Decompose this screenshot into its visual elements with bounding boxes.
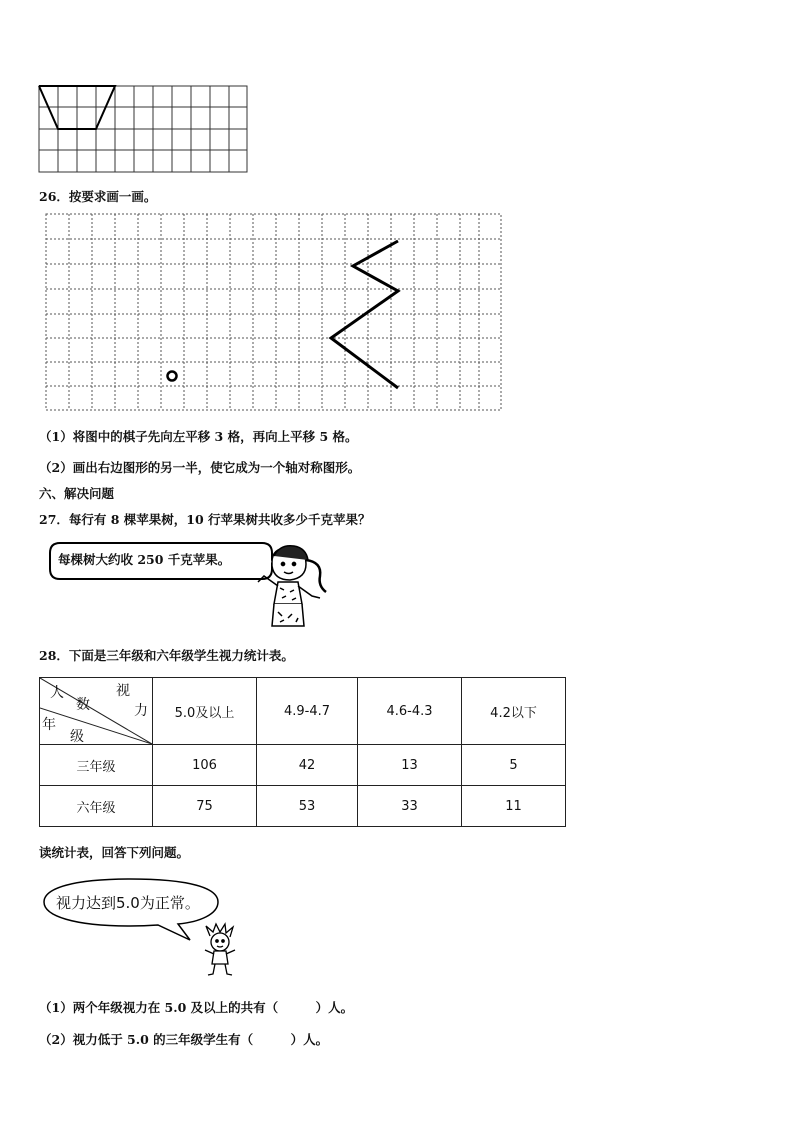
- mascot-illustration: [200, 922, 240, 978]
- table-cell: 13: [358, 745, 462, 786]
- q26-title: 26．按要求画一画。: [39, 189, 157, 204]
- girl-illustration: [250, 540, 332, 632]
- table-header-row: [40, 678, 566, 745]
- section6-title: 六、解决问题: [39, 486, 115, 501]
- table-cell: 106: [153, 745, 257, 786]
- table-cell: 42: [257, 745, 358, 786]
- corner-grade-2: 级: [70, 729, 84, 745]
- row-grade-label: 三年级: [40, 745, 153, 786]
- q28-sub1: （1）两个年级视力在 5.0 及以上的共有（ ）人。: [39, 1000, 354, 1015]
- q28-bubble-text: 视力达到5.0为正常。: [56, 894, 200, 912]
- q26-sub1: （1）将图中的棋子先向左平移 3 格，再向上平移 5 格。: [39, 429, 358, 444]
- corner-grade-1: 年: [42, 717, 56, 733]
- row-grade-label: 六年级: [40, 786, 153, 827]
- table-row: [40, 745, 566, 786]
- corner-people-1: 人: [50, 685, 64, 701]
- q28-instruction: 读统计表，回答下列问题。: [39, 845, 190, 860]
- column-header: 4.9-4.7: [257, 678, 358, 745]
- table-cell: 5: [462, 745, 566, 786]
- column-header: 5.0及以上: [153, 678, 257, 745]
- q28-title: 28．下面是三年级和六年级学生视力统计表。: [39, 648, 294, 663]
- q27-bubble-text: 每棵树大约收 250 千克苹果。: [58, 552, 231, 567]
- table-cell: 33: [358, 786, 462, 827]
- table-cell: 53: [257, 786, 358, 827]
- dotted-grid: [45, 213, 503, 413]
- chess-piece: [168, 372, 177, 381]
- table-cell: 75: [153, 786, 257, 827]
- table-row: [40, 786, 566, 827]
- q26-sub2: （2）画出右边图形的另一半，使它成为一个轴对称图形。: [39, 460, 361, 475]
- vision-statistics-table: [39, 677, 566, 827]
- corner-vision-2: 力: [134, 703, 148, 719]
- q28-sub2: （2）视力低于 5.0 的三年级学生有（ ）人。: [39, 1032, 329, 1047]
- column-header: 4.6-4.3: [358, 678, 462, 745]
- column-header: 4.2以下: [462, 678, 566, 745]
- table-cell: 11: [462, 786, 566, 827]
- corner-people-2: 数: [76, 697, 90, 713]
- q27-title: 27．每行有 8 棵苹果树，10 行苹果树共收多少千克苹果？: [39, 512, 371, 527]
- trapezoid-grid: [38, 85, 250, 175]
- corner-vision-1: 视: [116, 683, 130, 699]
- table-corner-cell: [40, 678, 153, 745]
